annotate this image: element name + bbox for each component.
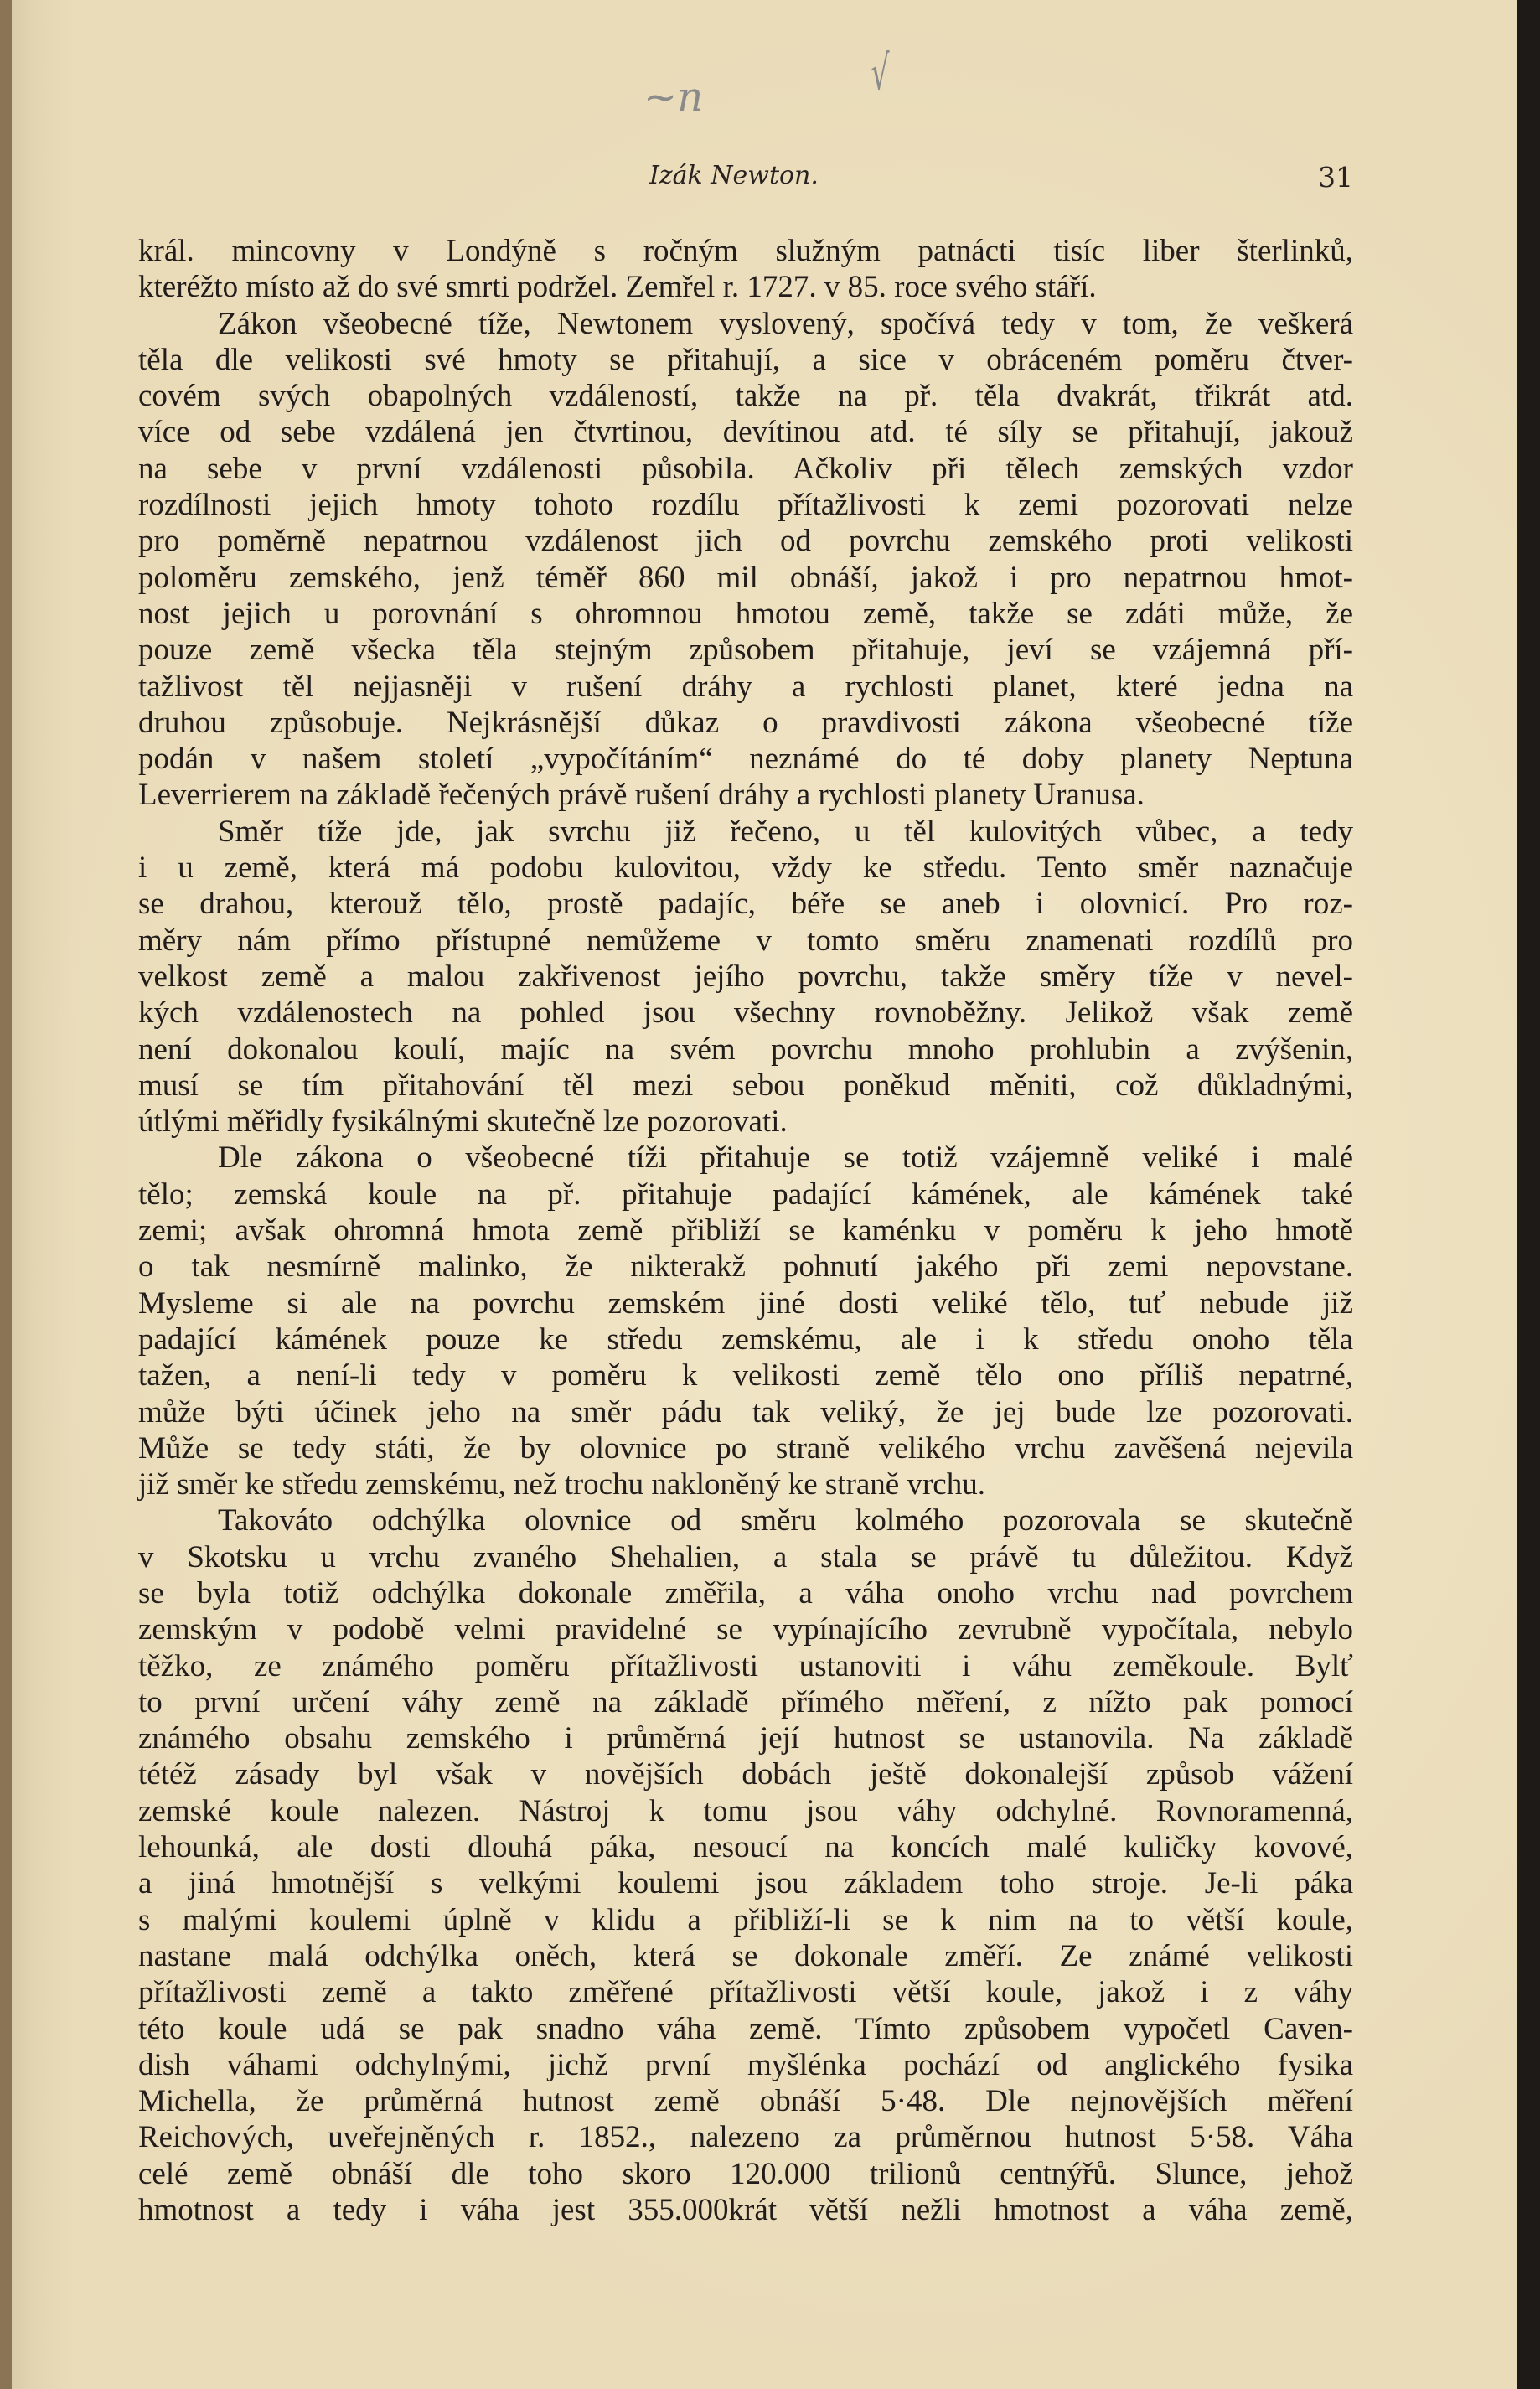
text-line: na sebe v první vzdálenosti působila. Ačkoliv při tělech zemských vzdor xyxy=(138,451,1353,486)
text-line: tažen, a není-li tedy v poměru k velikosti země tělo ono příliš nepatrné, xyxy=(138,1358,1353,1394)
text-line: a jiná hmotnější s velkými koulemi jsou základem toho stroje. Je-li páka xyxy=(138,1866,1353,1901)
page-number: 31 xyxy=(1318,161,1353,194)
text-line: v Skotsku u vrchu zvaného Shehalien, a stala se právě tu důležitou. Když xyxy=(138,1539,1353,1575)
text-line: i u země, která má podobu kulovitou, vždy ke středu. Tento směr naznačuje xyxy=(138,851,1353,886)
text-line: Mysleme si ale na povrchu zemském jiné dosti veliké tělo, tuť nebude již xyxy=(138,1285,1353,1321)
text-line: druhou způsobuje. Nejkrásnější důkaz o pravdivosti zákona všeobecné tíže xyxy=(138,705,1353,740)
text-line: Reichových, uveřejněných r. 1852., nalezeno za průměrnou hutnost 5·58. Váha xyxy=(138,2120,1353,2155)
text-line: může býti účinek jeho na směr pádu tak veliký, že jej bude lze pozorovati. xyxy=(138,1394,1353,1430)
text-line: musí se tím přitahování těl mezi sebou poněkud měniti, což důkladnými, xyxy=(138,1068,1353,1103)
text-line: těžko, ze známého poměru přítažlivosti ustanoviti i váhu zeměkoule. Bylť xyxy=(138,1648,1353,1683)
text-line: kteréžto místo až do své smrti podržel. Zemřel r. 1727. v 85. roce svého stáří. xyxy=(138,270,1097,305)
text-line: lehounká, ale dosti dlouhá páka, nesoucí na koncích malé kuličky kovové, xyxy=(138,1830,1353,1865)
text-line: poloměru zemského, jenž téměř 860 mil obnáší, jakož i pro nepatrnou hmot- xyxy=(138,560,1353,595)
text-line: o tak nesmírně malinko, že nikterakž pohnutí jakého při zemi nepovstane. xyxy=(138,1249,1353,1285)
text-line: více od sebe vzdálená jen čtvrtinou, devítinou atd. té síly se přitahují, jakouž xyxy=(138,415,1353,450)
text-line: Michella, že průměrná hutnost země obnáší 5·48. Dle nejnovějších měření xyxy=(138,2084,1353,2119)
text-line: těla dle velikosti své hmoty se přitahují, a sice v obráceném poměru čtver- xyxy=(138,342,1353,377)
text-line: Směr tíže jde, jak svrchu již řečeno, u těl kulovitých vůbec, a tedy xyxy=(218,814,1353,849)
text-line: se drahou, kterouž tělo, prostě padajíc, béře se aneb i olovnicí. Pro roz- xyxy=(138,887,1353,922)
body-text xyxy=(138,233,1353,2228)
text-line: přítažlivosti země a takto změřené přítažlivosti větší koule, jakož i z váhy xyxy=(138,1975,1353,2010)
text-line: král. mincovny v Londýně s ročným služným patnácti tisíc liber šterlinků, xyxy=(138,234,1353,268)
text-line: útlými měřidly fysikálnými skutečně lze pozorovati. xyxy=(138,1104,788,1140)
text-line: padající kámének pouze ke středu zemskému, ale i k středu onoho těla xyxy=(138,1321,1353,1357)
text-line: nastane malá odchýlka oněch, která se dokonale změří. Ze známé velikosti xyxy=(138,1938,1353,1973)
text-line: nost jejich u porovnání s ohromnou hmotou země, takže se zdáti může, že xyxy=(138,596,1353,631)
text-line: covém svých obapolných vzdáleností, takže na př. těla dvakrát, třikrát atd. xyxy=(138,379,1353,414)
text-line: Leverrierem na základě řečených právě rušení dráhy a rychlosti planety Uranusa. xyxy=(138,778,1145,813)
pencil-annotation: √ xyxy=(871,44,890,101)
text-line: dish váhami odchylnými, jichž první myšlénka pochází od anglického fysika xyxy=(138,2047,1353,2082)
text-line: rozdílnosti jejich hmoty tohoto rozdílu přítažlivosti k zemi pozorovati nelze xyxy=(138,488,1353,523)
scan-edge xyxy=(1517,0,1540,2389)
text-line: zemské koule nalezen. Nástroj k tomu jsou váhy odchylné. Rovnoramenná, xyxy=(138,1793,1353,1828)
text-line: Zákon všeobecné tíže, Newtonem vyslovený, spočívá tedy v tom, že veškerá xyxy=(218,306,1353,341)
text-line: tělo; zemská koule na př. přitahuje padající kámének, ale kámének také xyxy=(138,1176,1353,1212)
text-line: tétéž zásady byl však v novějších dobách ještě dokonalejší způsob vážení xyxy=(138,1757,1353,1792)
text-line: velkost země a malou zakřivenost jejího povrchu, takže směry tíže v nevel- xyxy=(138,959,1353,994)
text-line: již směr ke středu zemskému, než trochu nakloněný ke straně vrchu. xyxy=(138,1467,985,1502)
text-line: Může se tedy státi, že by olovnice po straně velikého vrchu zavěšená nejevila xyxy=(138,1430,1353,1466)
text-line: není dokonalou koulí, majíc na svém povrchu mnoho prohlubin a zvýšenin, xyxy=(138,1032,1353,1067)
text-line: pouze země všecka těla stejným způsobem přitahuje, jeví se vzájemná pří- xyxy=(138,633,1353,668)
text-line: se byla totiž odchýlka dokonale změřila, a váha onoho vrchu nad povrchem xyxy=(138,1575,1353,1611)
text-line: Dle zákona o všeobecné tíži přitahuje se totiž vzájemně veliké i malé xyxy=(218,1140,1353,1176)
text-line: zemi; avšak ohromná hmota země přibliží se kaménku v poměru k jeho hmotě xyxy=(138,1213,1353,1249)
text-line: této koule udá se pak snadno váha země. Tímto způsobem vypočetl Caven- xyxy=(138,2011,1353,2046)
running-title: Izák Newton. xyxy=(649,161,819,190)
text-line: pro poměrně nepatrnou vzdálenost jich od povrchu zemského proti velikosti xyxy=(138,524,1353,559)
text-line: to první určení váhy země na základě přímého měření, z nížto pak pomocí xyxy=(138,1684,1353,1719)
text-line: Takováto odchýlka olovnice od směru kolmého pozorovala se skutečně xyxy=(218,1503,1353,1538)
pencil-annotation: ~n xyxy=(643,74,704,121)
text-line: podán v našem století „vypočítáním“ neznámé do té doby planety Neptuna xyxy=(138,742,1353,777)
text-line: měry nám přímo přístupné nemůžeme v tomto směru znamenati rozdílů pro xyxy=(138,923,1353,958)
text-line: tažlivost těl nejjasněji v rušení dráhy a rychlosti planet, které jedna na xyxy=(138,669,1353,704)
running-header xyxy=(138,161,1353,203)
text-line: hmotnost a tedy i váha jest 355.000krát větší nežli hmotnost a váha země, xyxy=(138,2193,1353,2228)
text-line: celé země obnáší dle toho skoro 120.000 trilionů centnýřů. Slunce, jehož xyxy=(138,2156,1353,2191)
text-line: zemským v podobě velmi pravidelné se vypínajícího zevrubně vypočítala, nebylo xyxy=(138,1612,1353,1647)
text-line: kých vzdálenostech na pohled jsou všechny rovnoběžny. Jelikož však země xyxy=(138,995,1353,1031)
text-line: známého obsahu zemského i průměrná její hutnost se ustanovila. Na základě xyxy=(138,1721,1353,1756)
text-line: s malými koulemi úplně v klidu a přibliží-li se k nim na to větší koule, xyxy=(138,1902,1353,1937)
binding-gutter xyxy=(0,0,12,2389)
